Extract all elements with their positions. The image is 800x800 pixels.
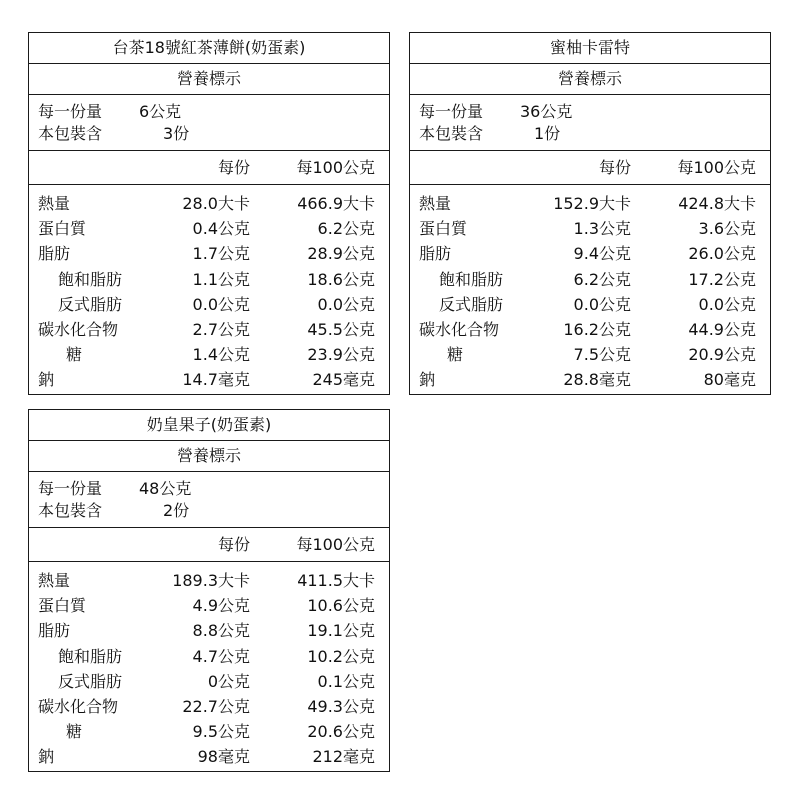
label-subtitle: 營養標示 bbox=[410, 64, 770, 95]
serving-info bbox=[29, 472, 389, 528]
nutrient-per-100g: 245毫克 bbox=[312, 370, 375, 390]
nutrient-name: 熱量 bbox=[419, 194, 452, 213]
nutrient-per-100g: 23.9公克 bbox=[307, 345, 375, 365]
label-subtitle: 營養標示 bbox=[29, 64, 389, 95]
nutrient-per-100g: 10.2公克 bbox=[307, 646, 375, 666]
serving-size-value: 48公克 bbox=[139, 479, 192, 498]
nutrient-name: 碳水化合物 bbox=[38, 696, 119, 716]
servings-value: 1份 bbox=[534, 124, 561, 143]
nutrient-row bbox=[29, 619, 389, 644]
nutrient-name: 反式脂肪 bbox=[439, 294, 504, 314]
nutrient-row bbox=[29, 343, 389, 368]
nutrient-row bbox=[410, 343, 770, 368]
servings-label: 本包裝含 bbox=[419, 124, 484, 143]
nutrient-per-serving: 2.7公克 bbox=[192, 319, 250, 339]
nutrient-per-100g: 3.6公克 bbox=[698, 219, 756, 239]
nutrient-name: 糖 bbox=[66, 722, 83, 742]
nutrient-per-serving: 4.9公克 bbox=[192, 596, 250, 616]
nutrient-row bbox=[410, 293, 770, 318]
nutrient-name: 飽和脂肪 bbox=[439, 269, 504, 289]
column-header bbox=[410, 151, 770, 185]
nutrient-per-serving: 4.7公克 bbox=[192, 646, 250, 666]
serving-info bbox=[410, 95, 770, 151]
col-per-100g: 每100公克 bbox=[296, 535, 375, 554]
nutrient-name: 脂肪 bbox=[419, 244, 452, 264]
nutrient-name: 碳水化合物 bbox=[38, 319, 119, 339]
nutrient-name: 反式脂肪 bbox=[58, 671, 123, 691]
nutrient-row bbox=[29, 695, 389, 720]
nutrient-per-serving: 14.7毫克 bbox=[182, 370, 250, 390]
nutrient-name: 糖 bbox=[447, 345, 464, 365]
nutrient-row bbox=[410, 192, 770, 217]
nutrient-row bbox=[29, 217, 389, 242]
nutrient-row bbox=[29, 318, 389, 343]
nutrient-per-serving: 1.1公克 bbox=[192, 269, 250, 289]
nutrient-name: 熱量 bbox=[38, 571, 71, 590]
nutrient-name: 熱量 bbox=[38, 194, 71, 213]
serving-size-label: 每一份量 bbox=[38, 479, 103, 498]
nutrient-per-serving: 1.7公克 bbox=[192, 244, 250, 264]
nutrient-per-100g: 18.6公克 bbox=[307, 269, 375, 289]
nutrient-per-100g: 424.8大卡 bbox=[678, 194, 756, 213]
label-subtitle: 營養標示 bbox=[29, 441, 389, 472]
nutrient-per-100g: 6.2公克 bbox=[317, 219, 375, 239]
nutrient-row bbox=[29, 745, 389, 770]
serving-size-label: 每一份量 bbox=[419, 102, 484, 121]
nutrient-row bbox=[410, 217, 770, 242]
column-header bbox=[29, 151, 389, 185]
nutrient-per-serving: 98毫克 bbox=[197, 747, 250, 767]
nutrient-per-100g: 20.9公克 bbox=[688, 345, 756, 365]
label-title: 蜜柚卡雷特 bbox=[410, 33, 770, 64]
nutrient-per-100g: 17.2公克 bbox=[688, 269, 756, 289]
nutrient-per-serving: 1.4公克 bbox=[192, 345, 250, 365]
nutrient-per-100g: 28.9公克 bbox=[307, 244, 375, 264]
nutrient-per-100g: 0.0公克 bbox=[317, 294, 375, 314]
column-header bbox=[29, 528, 389, 562]
nutrient-per-serving: 0.4公克 bbox=[192, 219, 250, 239]
nutrient-per-serving: 9.5公克 bbox=[192, 722, 250, 742]
nutrient-name: 脂肪 bbox=[38, 244, 71, 264]
col-per-serving: 每份 bbox=[217, 535, 250, 554]
nutrient-per-serving: 8.8公克 bbox=[192, 621, 250, 641]
nutrient-rows bbox=[410, 185, 770, 394]
col-per-100g: 每100公克 bbox=[296, 158, 375, 177]
serving-size-value: 6公克 bbox=[139, 102, 182, 121]
nutrient-per-serving: 28.8毫克 bbox=[563, 370, 631, 390]
nutrient-per-100g: 0.1公克 bbox=[317, 671, 375, 691]
nutrient-per-100g: 466.9大卡 bbox=[297, 194, 375, 213]
nutrition-label-tea-biscuit bbox=[28, 32, 390, 395]
serving-size-value: 36公克 bbox=[520, 102, 573, 121]
nutrient-row bbox=[29, 192, 389, 217]
nutrient-per-serving: 189.3大卡 bbox=[172, 571, 250, 590]
nutrient-name: 飽和脂肪 bbox=[58, 269, 123, 289]
servings-label: 本包裝含 bbox=[38, 124, 103, 143]
nutrient-per-serving: 0.0公克 bbox=[192, 294, 250, 314]
nutrient-row bbox=[29, 569, 389, 594]
nutrient-name: 碳水化合物 bbox=[419, 319, 500, 339]
nutrient-row bbox=[29, 268, 389, 293]
nutrient-per-100g: 20.6公克 bbox=[307, 722, 375, 742]
nutrient-rows bbox=[29, 185, 389, 394]
nutrient-name: 鈉 bbox=[38, 370, 55, 390]
nutrient-per-100g: 45.5公克 bbox=[307, 319, 375, 339]
nutrient-name: 蛋白質 bbox=[419, 219, 468, 239]
nutrient-name: 鈉 bbox=[419, 370, 436, 390]
nutrient-per-100g: 10.6公克 bbox=[307, 596, 375, 616]
nutrient-per-100g: 26.0公克 bbox=[688, 244, 756, 264]
nutrient-per-100g: 49.3公克 bbox=[307, 696, 375, 716]
nutrient-row bbox=[29, 368, 389, 393]
nutrient-per-serving: 16.2公克 bbox=[563, 319, 631, 339]
nutrient-per-100g: 0.0公克 bbox=[698, 294, 756, 314]
label-title: 奶皇果子(奶蛋素) bbox=[29, 410, 389, 441]
serving-size-label: 每一份量 bbox=[38, 102, 103, 121]
nutrient-per-serving: 9.4公克 bbox=[573, 244, 631, 264]
nutrient-row bbox=[29, 720, 389, 745]
servings-value: 2份 bbox=[163, 501, 190, 520]
nutrient-per-serving: 7.5公克 bbox=[573, 345, 631, 365]
nutrient-row bbox=[410, 368, 770, 393]
nutrient-name: 鈉 bbox=[38, 747, 55, 767]
nutrient-row bbox=[410, 318, 770, 343]
nutrient-row bbox=[29, 645, 389, 670]
nutrition-label-custard bbox=[28, 409, 390, 772]
nutrition-label-pomelo bbox=[409, 32, 771, 395]
nutrient-per-100g: 212毫克 bbox=[312, 747, 375, 767]
nutrient-per-serving: 0.0公克 bbox=[573, 294, 631, 314]
nutrient-per-serving: 22.7公克 bbox=[182, 696, 250, 716]
nutrient-row bbox=[29, 594, 389, 619]
servings-value: 3份 bbox=[163, 124, 190, 143]
nutrient-rows bbox=[29, 562, 389, 771]
nutrient-row bbox=[29, 242, 389, 267]
nutrient-name: 反式脂肪 bbox=[58, 294, 123, 314]
nutrient-per-100g: 19.1公克 bbox=[307, 621, 375, 641]
nutrient-name: 糖 bbox=[66, 345, 83, 365]
nutrient-per-serving: 152.9大卡 bbox=[553, 194, 631, 213]
label-title: 台茶18號紅茶薄餅(奶蛋素) bbox=[29, 33, 389, 64]
nutrient-row bbox=[410, 268, 770, 293]
nutrient-name: 飽和脂肪 bbox=[58, 646, 123, 666]
serving-info bbox=[29, 95, 389, 151]
nutrient-per-serving: 0公克 bbox=[207, 671, 250, 691]
nutrient-row bbox=[29, 670, 389, 695]
nutrient-per-serving: 28.0大卡 bbox=[182, 194, 250, 213]
col-per-100g: 每100公克 bbox=[677, 158, 756, 177]
servings-label: 本包裝含 bbox=[38, 501, 103, 520]
nutrient-per-serving: 1.3公克 bbox=[573, 219, 631, 239]
nutrient-name: 脂肪 bbox=[38, 621, 71, 641]
nutrient-per-100g: 411.5大卡 bbox=[297, 571, 375, 590]
nutrient-name: 蛋白質 bbox=[38, 219, 87, 239]
nutrient-name: 蛋白質 bbox=[38, 596, 87, 616]
col-per-serving: 每份 bbox=[598, 158, 631, 177]
nutrient-row bbox=[410, 242, 770, 267]
col-per-serving: 每份 bbox=[217, 158, 250, 177]
nutrient-per-serving: 6.2公克 bbox=[573, 269, 631, 289]
nutrient-row bbox=[29, 293, 389, 318]
nutrient-per-100g: 44.9公克 bbox=[688, 319, 756, 339]
nutrient-per-100g: 80毫克 bbox=[703, 370, 756, 390]
